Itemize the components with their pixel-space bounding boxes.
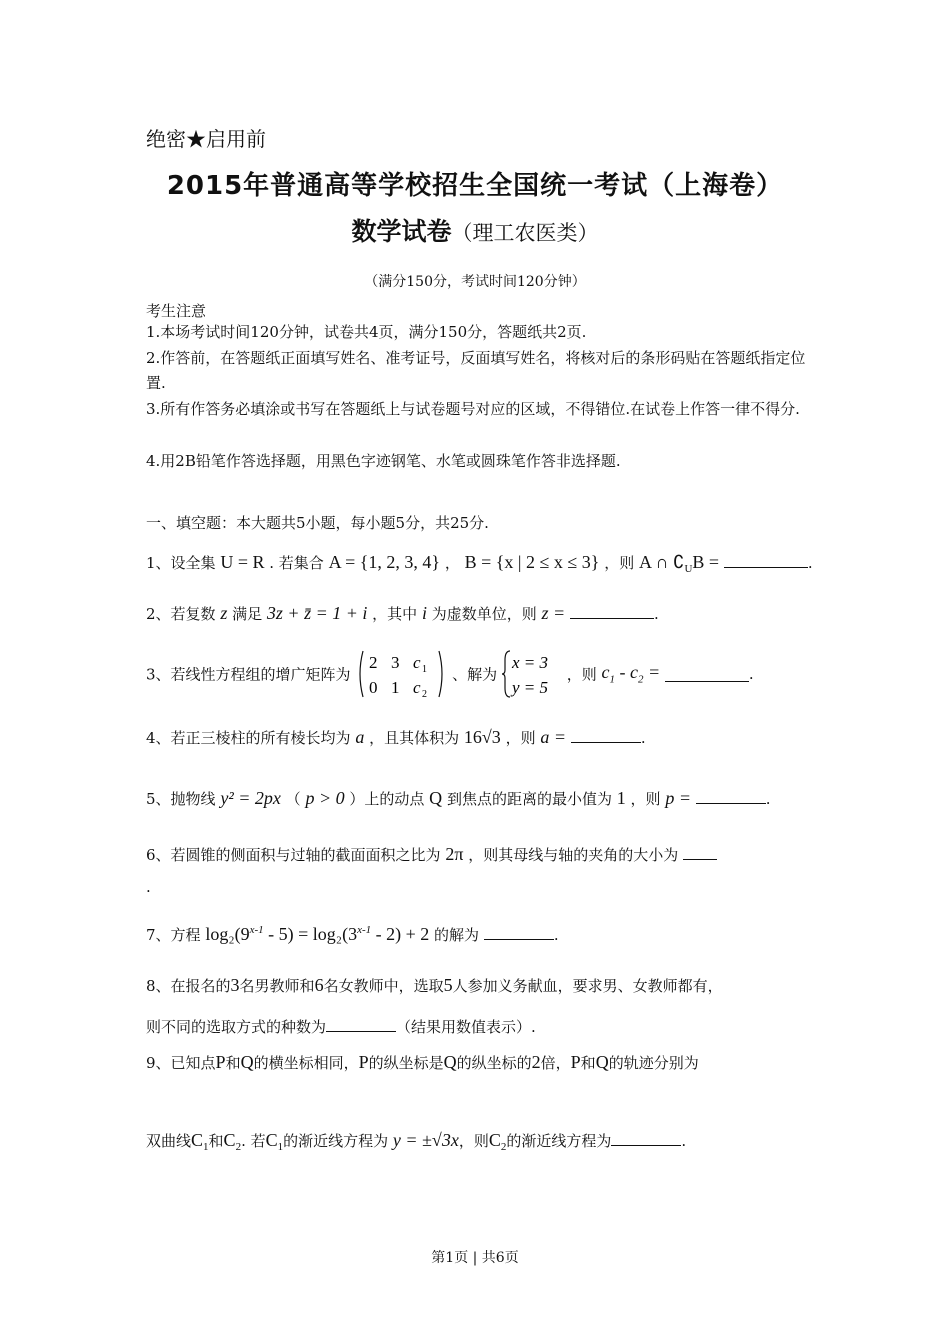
q3-text: ，则 xyxy=(566,665,597,684)
q5-text: ）上的动点 xyxy=(349,790,425,808)
solution-system xyxy=(502,648,562,700)
q9-end: . xyxy=(681,1132,687,1150)
q5-math: 1 xyxy=(616,788,626,808)
q9-math: C xyxy=(488,1130,501,1150)
q3-math xyxy=(601,662,661,686)
q1-sub: U xyxy=(684,563,693,575)
q2-end: . xyxy=(653,605,659,623)
q9-math: 2 xyxy=(531,1052,541,1072)
matrix-cell: 2 xyxy=(369,653,378,672)
q9-text: 的横坐标相同， xyxy=(253,1054,359,1072)
system-graphic xyxy=(502,648,562,700)
subtitle-sub: （理工农医类） xyxy=(451,221,599,245)
question-8 xyxy=(146,975,723,996)
q3-c2: - c xyxy=(614,662,638,683)
answer-blank[interactable] xyxy=(570,604,654,619)
notice-item: 1.本场考试时间120分钟，试卷共4页，满分150分，答题纸共2页. xyxy=(146,323,587,341)
notice-item: 2.作答前，在答题纸正面填写姓名、准考证号，反面填写姓名，将核对后的条形码贴在答题纸指定位置. xyxy=(146,349,806,392)
q9-text: 的纵坐标是 xyxy=(368,1054,444,1072)
q9-text: 9、已知点 xyxy=(146,1054,216,1072)
q9-sub: 2 xyxy=(500,1141,507,1153)
q3-sub: 1 xyxy=(609,673,615,686)
q9-math: P xyxy=(215,1052,226,1072)
q6-math: 2π xyxy=(445,844,464,864)
q9-math: Q xyxy=(595,1052,609,1072)
answer-blank[interactable] xyxy=(665,667,749,682)
q9-text: 的渐近线方程为 xyxy=(506,1132,612,1150)
q9-math: C xyxy=(191,1130,204,1150)
q8-text: 人参加义务献血，要求男、女教师都有， xyxy=(452,977,723,995)
q1-math: A ∩ ∁ xyxy=(639,552,685,572)
q5-math: p > 0 xyxy=(305,788,345,808)
q7-part: log₂(9 xyxy=(205,924,250,944)
q7-text: 的解为 xyxy=(434,926,480,944)
q8-text: 名女教师中，选取 xyxy=(323,977,444,995)
q7-part: - 2) + 2 xyxy=(371,924,430,944)
q3-text: 、解为 xyxy=(452,665,498,684)
confidential-label: 绝密★启用前 xyxy=(146,127,266,151)
q1-end: . xyxy=(807,554,813,572)
matrix-left-paren xyxy=(360,651,363,697)
answer-blank[interactable] xyxy=(326,1017,396,1032)
question-9 xyxy=(146,1052,699,1073)
q1-text: 1、设全集 xyxy=(146,554,216,572)
q9-text: 和 xyxy=(580,1054,596,1072)
q3-text: 3、若线性方程组的增广矩阵为 xyxy=(146,665,351,684)
q7-part: - 5) = log₂(3 xyxy=(263,924,358,944)
q3-end: . xyxy=(748,665,754,683)
q1-text: ， xyxy=(444,554,460,572)
notice-item: 4.用2B铅笔作答选择题，用黑色字迹钢笔、水笔或圆珠笔作答非选择题. xyxy=(146,452,621,470)
q7-end: . xyxy=(553,926,559,944)
q9-text: 的渐近线方程为 xyxy=(283,1132,389,1150)
matrix-right-paren xyxy=(439,651,442,697)
q5-text: （ xyxy=(285,790,301,808)
q9-math: Q xyxy=(443,1052,457,1072)
q4-text: 4、若正三棱柱的所有棱长均为 xyxy=(146,729,351,747)
q8-math: 5 xyxy=(443,975,453,995)
q2-math: z = xyxy=(541,603,566,623)
q1-math: B = xyxy=(692,552,720,572)
q8-text: 8、在报名的 xyxy=(146,977,231,995)
section-heading: 一、填空题：本大题共5小题，每小题5分，共25分. xyxy=(146,514,489,532)
question-2 xyxy=(146,603,659,624)
q9-text: 和 xyxy=(208,1132,224,1150)
q5-text: 5、抛物线 xyxy=(146,790,216,808)
matrix-cell-sub: 1 xyxy=(422,664,428,675)
answer-blank[interactable] xyxy=(683,845,717,860)
q9-text: ，则 xyxy=(458,1132,489,1150)
q9-text: 的轨迹分别为 xyxy=(608,1054,699,1072)
q9-math: C xyxy=(265,1130,278,1150)
q3-sub: 2 xyxy=(637,673,644,686)
q7-sup: x-1 xyxy=(249,924,264,936)
matrix-cell: 1 xyxy=(391,678,400,697)
matrix-cell-sub: 2 xyxy=(422,689,428,700)
question-9-line2 xyxy=(146,1130,686,1153)
exam-subtitle xyxy=(0,212,950,248)
notice-item: 3.所有作答务必填涂或书写在答题纸上与试卷题号对应的区域，不得错位.在试卷上作答一律不得分. xyxy=(146,400,800,418)
q1-math: B = {x | 2 ≤ x ≤ 3} xyxy=(464,552,600,572)
q1-text: ，则 xyxy=(604,554,635,572)
matrix-cell: c xyxy=(413,678,421,697)
q6-text: 6、若圆锥的侧面积与过轴的截面面积之比为 xyxy=(146,846,441,864)
q8-text: 则不同的选取方式的种数为 xyxy=(146,1018,327,1036)
q2-text: 为虚数单位，则 xyxy=(431,605,537,623)
score-info: （满分150分，考试时间120分钟） xyxy=(364,274,586,290)
answer-blank[interactable] xyxy=(484,925,554,940)
q3-eq: = xyxy=(643,662,661,683)
system-brace xyxy=(502,651,510,697)
q4-text: ，则 xyxy=(505,729,536,747)
q2-math: 3z + z̄ = 1 + i xyxy=(266,603,368,623)
q9-text: 双曲线 xyxy=(146,1132,192,1150)
question-1 xyxy=(146,552,813,575)
q9-text: . 若 xyxy=(241,1132,266,1150)
q9-sub: 1 xyxy=(277,1141,284,1153)
q5-text: ，则 xyxy=(630,790,661,808)
q4-end: . xyxy=(640,729,646,747)
q5-text: 到焦点的距离的最小值为 xyxy=(446,790,612,808)
q8-math: 3 xyxy=(230,975,240,995)
solution-y: y = 5 xyxy=(511,678,548,697)
matrix-cell: c xyxy=(413,653,421,672)
q6-text: ，则其母线与轴的夹角的大小为 xyxy=(468,846,679,864)
question-8-line2 xyxy=(146,1016,536,1037)
matrix-graphic xyxy=(355,648,447,700)
q9-math: P xyxy=(358,1052,369,1072)
q9-math: C xyxy=(223,1130,236,1150)
q7-text: 7、方程 xyxy=(146,926,201,944)
q5-math: p = xyxy=(665,788,691,808)
notice-heading: 考生注意 xyxy=(146,302,207,320)
answer-blank[interactable] xyxy=(724,553,808,568)
page-footer: 第1页 | 共6页 xyxy=(431,1250,519,1266)
q9-sub: 2 xyxy=(235,1141,242,1153)
matrix-cell: 3 xyxy=(391,653,400,672)
exam-title: 2015年普通高等学校招生全国统一考试（上海卷） xyxy=(166,171,784,201)
question-5 xyxy=(146,788,771,809)
q9-math: P xyxy=(570,1052,581,1072)
q7-math xyxy=(205,924,429,944)
q9-text: 倍， xyxy=(540,1054,571,1072)
question-4 xyxy=(146,727,646,748)
q2-math: i xyxy=(421,603,427,623)
subtitle-main: 数学试卷 xyxy=(351,217,452,246)
q8-text: 名男教师和 xyxy=(239,977,315,995)
q2-text: 2、若复数 xyxy=(146,605,216,623)
q5-end: . xyxy=(765,790,771,808)
q5-math: Q xyxy=(429,788,443,808)
q3-c1: c xyxy=(601,662,610,683)
question-7 xyxy=(146,924,559,945)
q4-math: a xyxy=(355,727,365,747)
q8-text: （结果用数值表示）. xyxy=(396,1018,536,1036)
q1-text: . 若集合 xyxy=(269,554,324,572)
q5-math: y² = 2px xyxy=(220,788,281,808)
q2-text: 满足 xyxy=(232,605,263,623)
q1-math: U = R xyxy=(220,552,265,572)
q4-math: a = xyxy=(540,727,567,747)
q4-text: ，且其体积为 xyxy=(369,729,460,747)
answer-blank[interactable] xyxy=(611,1131,681,1146)
q9-sub: 1 xyxy=(203,1141,209,1153)
q9-math: Q xyxy=(240,1052,254,1072)
q4-math: 16√3 xyxy=(463,727,501,747)
answer-blank[interactable] xyxy=(571,728,641,743)
q9-math: y = ±√3x xyxy=(392,1130,459,1150)
q9-text: 和 xyxy=(225,1054,241,1072)
q7-sup: x-1 xyxy=(357,924,372,936)
augmented-matrix xyxy=(355,648,447,700)
q2-math: z xyxy=(220,603,228,623)
q9-text: 的纵坐标的 xyxy=(456,1054,532,1072)
q1-math: A = {1, 2, 3, 4} xyxy=(328,552,441,572)
question-6 xyxy=(146,844,717,865)
q8-math: 6 xyxy=(314,975,324,995)
answer-blank[interactable] xyxy=(696,789,766,804)
solution-x: x = 3 xyxy=(511,653,548,672)
question-3 xyxy=(146,648,754,700)
q2-text: ，其中 xyxy=(372,605,418,623)
q6-end: . xyxy=(146,878,151,896)
matrix-cell: 0 xyxy=(369,678,378,697)
